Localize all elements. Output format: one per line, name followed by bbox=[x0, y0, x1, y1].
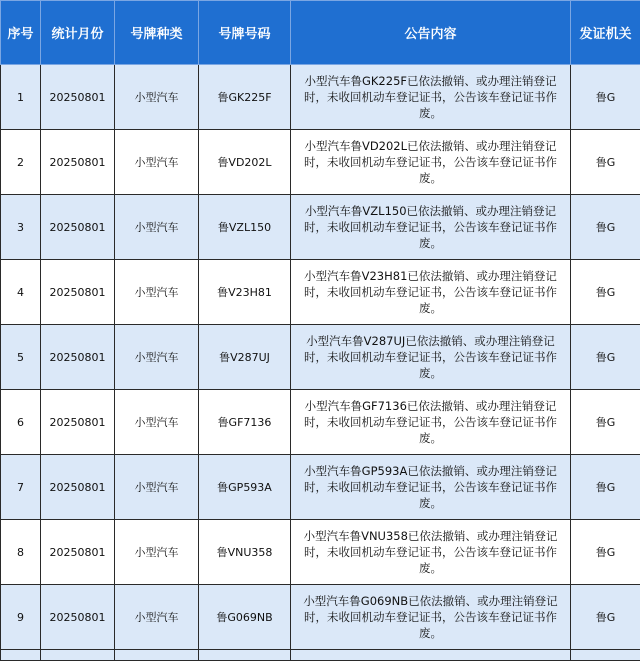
cell-plate-type: 小型汽车 bbox=[115, 390, 199, 455]
cell-notice-content: 小型汽车鲁V287UJ已依法撤销、或办理注销登记时，未收回机动车登记证书，公告该车登记证书作废。 bbox=[291, 325, 571, 390]
cell-index: 8 bbox=[1, 520, 41, 585]
table-row bbox=[1, 455, 640, 520]
table-row bbox=[1, 585, 640, 650]
cell-index: 2 bbox=[1, 130, 41, 195]
cell-index: 3 bbox=[1, 195, 41, 260]
cell-index: 1 bbox=[1, 65, 41, 130]
header-plate-number: 号牌号码 bbox=[199, 1, 291, 65]
cell-plate-type: 小型汽车 bbox=[115, 195, 199, 260]
cell-plate-type: 小型汽车 bbox=[115, 325, 199, 390]
header-row bbox=[1, 1, 640, 65]
cell-plate-number: 鲁VNU358 bbox=[199, 520, 291, 585]
table-row bbox=[1, 325, 640, 390]
cell-plate-number: 鲁V287UJ bbox=[199, 325, 291, 390]
table-row bbox=[1, 260, 640, 325]
cell-notice-content: 小型汽车鲁V23H81已依法撤销、或办理注销登记时，未收回机动车登记证书，公告该车登记证书作废。 bbox=[291, 260, 571, 325]
cell-issuing-authority: 鲁G bbox=[571, 585, 640, 650]
cell-stat-month: 20250801 bbox=[41, 195, 115, 260]
cell-stat-month: 20250801 bbox=[41, 260, 115, 325]
cell-notice-content: 小型汽车鲁GF7136已依法撤销、或办理注销登记时，未收回机动车登记证书，公告该车登记证书作废。 bbox=[291, 390, 571, 455]
cell-stat-month: 20250801 bbox=[41, 520, 115, 585]
cell-plate-type: 小型汽车 bbox=[115, 260, 199, 325]
cell-plate-type: 小型汽车 bbox=[115, 585, 199, 650]
cell-stat-month: 20250801 bbox=[41, 130, 115, 195]
table-row bbox=[1, 65, 640, 130]
table-row bbox=[1, 130, 640, 195]
cell-issuing-authority: 鲁G bbox=[571, 65, 640, 130]
cell-stat-month: 20250801 bbox=[41, 585, 115, 650]
cell-plate-type: 小型汽车 bbox=[115, 130, 199, 195]
cell-notice-content: 小型汽车鲁GP593A已依法撤销、或办理注销登记时，未收回机动车登记证书，公告该车登记证书作废。 bbox=[291, 455, 571, 520]
table-row bbox=[1, 195, 640, 260]
cell-stat-month: 20250801 bbox=[41, 325, 115, 390]
cell-index: 9 bbox=[1, 585, 41, 650]
cell-plate-type: 小型汽车 bbox=[115, 520, 199, 585]
cell-issuing-authority: 鲁G bbox=[571, 195, 640, 260]
cell-issuing-authority: 鲁G bbox=[571, 455, 640, 520]
header-issuing-authority: 发证机关 bbox=[571, 1, 640, 65]
cell-issuing-authority: 鲁G bbox=[571, 325, 640, 390]
cell-plate-number: 鲁G069NB bbox=[199, 585, 291, 650]
cell-plate-type: 小型汽车 bbox=[115, 455, 199, 520]
cell-index: 7 bbox=[1, 455, 41, 520]
table-row-cut-off bbox=[1, 650, 640, 661]
cell-index: 5 bbox=[1, 325, 41, 390]
cell-plate-number: 鲁GP593A bbox=[199, 455, 291, 520]
header-plate-type: 号牌种类 bbox=[115, 1, 199, 65]
table-row bbox=[1, 390, 640, 455]
cell-stat-month: 20250801 bbox=[41, 390, 115, 455]
cell-plate-number: 鲁GK225F bbox=[199, 65, 291, 130]
header-notice-content: 公告内容 bbox=[291, 1, 571, 65]
cell-issuing-authority: 鲁G bbox=[571, 260, 640, 325]
cell-index: 6 bbox=[1, 390, 41, 455]
header-index: 序号 bbox=[1, 1, 41, 65]
cell-issuing-authority: 鲁G bbox=[571, 130, 640, 195]
cell-notice-content: 小型汽车鲁VD202L已依法撤销、或办理注销登记时，未收回机动车登记证书，公告该车登记证书作废。 bbox=[291, 130, 571, 195]
cell-notice-content: 小型汽车鲁VZL150已依法撤销、或办理注销登记时，未收回机动车登记证书，公告该车登记证书作废。 bbox=[291, 195, 571, 260]
header-stat-month: 统计月份 bbox=[41, 1, 115, 65]
cell-notice-content: 小型汽车鲁GK225F已依法撤销、或办理注销登记时，未收回机动车登记证书，公告该车登记证书作废。 bbox=[291, 65, 571, 130]
cell-issuing-authority: 鲁G bbox=[571, 520, 640, 585]
cell-notice-content: 小型汽车鲁VNU358已依法撤销、或办理注销登记时，未收回机动车登记证书，公告该车登记证书作废。 bbox=[291, 520, 571, 585]
cell-notice-content: 小型汽车鲁G069NB已依法撤销、或办理注销登记时，未收回机动车登记证书，公告该车登记证书作废。 bbox=[291, 585, 571, 650]
cell-index: 4 bbox=[1, 260, 41, 325]
cell-stat-month: 20250801 bbox=[41, 65, 115, 130]
cell-plate-number: 鲁V23H81 bbox=[199, 260, 291, 325]
cell-stat-month: 20250801 bbox=[41, 455, 115, 520]
table-row bbox=[1, 520, 640, 585]
cell-plate-type: 小型汽车 bbox=[115, 65, 199, 130]
cell-plate-number: 鲁VD202L bbox=[199, 130, 291, 195]
cell-plate-number: 鲁GF7136 bbox=[199, 390, 291, 455]
cell-issuing-authority: 鲁G bbox=[571, 390, 640, 455]
cell-plate-number: 鲁VZL150 bbox=[199, 195, 291, 260]
